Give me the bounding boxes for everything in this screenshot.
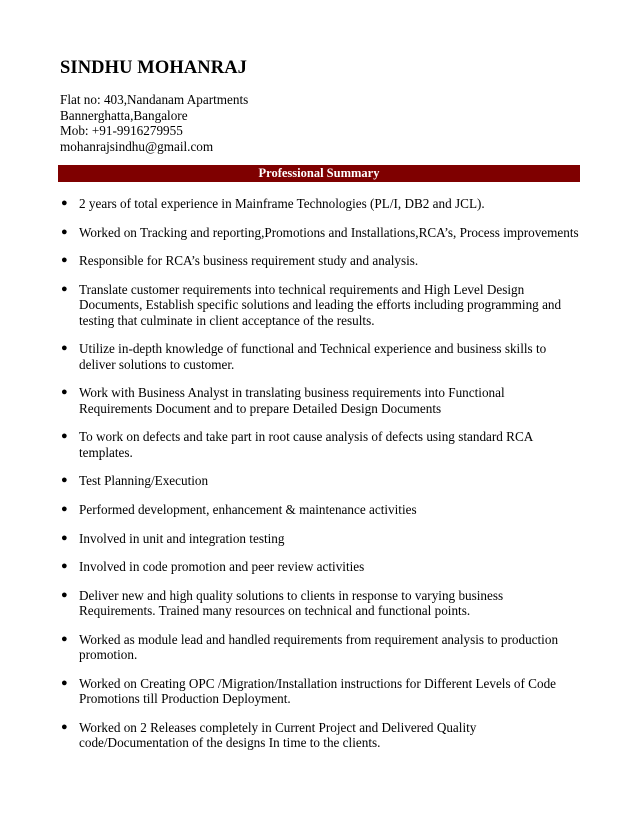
- summary-item: [60, 225, 580, 240]
- bullet-icon: ●: [61, 430, 68, 443]
- email-line: mohanrajsindhu@gmail.com: [60, 138, 214, 154]
- bullet-icon: ●: [61, 721, 68, 733]
- section-header-professional-summary: Professional Summary: [58, 165, 580, 182]
- phone-line: Mob: +91-9916279955: [60, 123, 183, 139]
- summary-item: [60, 253, 580, 268]
- address-line: Bannerghatta,Bangalore: [60, 107, 188, 123]
- bullet-icon: ●: [61, 560, 68, 573]
- summary-item: [60, 531, 580, 546]
- summary-item: [60, 385, 580, 416]
- summary-item: [60, 588, 580, 619]
- summary-item-text: Worked on Tracking and reporting,Promotions and Installations,RCA’s, Process improvements: [79, 224, 579, 240]
- summary-item: [60, 196, 580, 211]
- summary-item-text: Involved in code promotion and peer review activities: [79, 559, 365, 575]
- summary-item-text: 2 years of total experience in Mainframe Technologies (PL/I, DB2 and JCL).: [79, 196, 485, 211]
- summary-item: [60, 632, 580, 663]
- summary-item: [60, 429, 580, 460]
- bullet-icon: ●: [61, 677, 68, 690]
- summary-item-text: Work with Business Analyst in translating business requirements into Functional Requirements Document and to prepare Detailed Design Documents: [79, 385, 505, 416]
- summary-item-text: Test Planning/Execution: [79, 473, 209, 489]
- contact-block: [60, 92, 248, 154]
- summary-item-text: Involved in unit and integration testing: [79, 530, 285, 546]
- summary-item-text: Deliver new and high quality solutions to clients in response to varying business Requirements. Trained many resources on technical and functional points.: [79, 588, 504, 619]
- summary-item-text: Utilize in-depth knowledge of functional and Technical experience and business skills to deliver solutions to customer.: [79, 341, 547, 372]
- summary-item: [60, 720, 580, 751]
- address-line: Flat no: 403,Nandanam Apartments: [60, 92, 249, 107]
- summary-item-text: Responsible for RCA’s business requirement study and analysis.: [79, 253, 419, 269]
- summary-item-text: To work on defects and take part in root cause analysis of defects using standard RCA templates.: [79, 429, 533, 460]
- bullet-icon: ●: [61, 386, 68, 399]
- summary-item-text: Worked on 2 Releases completely in Current Project and Delivered Quality code/Documentation of the designs In time to the clients.: [79, 720, 477, 751]
- bullet-icon: ●: [61, 197, 68, 209]
- summary-item: [60, 282, 580, 328]
- bullet-icon: ●: [61, 502, 68, 515]
- bullet-icon: ●: [61, 531, 68, 544]
- summary-item-text: Performed development, enhancement & maintenance activities: [79, 501, 417, 517]
- summary-item-text: Worked on Creating OPC /Migration/Installation instructions for Different Levels of Code Promotions till Production Deployment.: [79, 676, 557, 707]
- summary-item: [60, 559, 580, 574]
- bullet-icon: ●: [61, 342, 68, 355]
- summary-item: [60, 473, 580, 488]
- bullet-icon: ●: [61, 254, 68, 267]
- summary-item-text: Worked as module lead and handled requirements from requirement analysis to production promotion.: [79, 632, 559, 663]
- bullet-icon: ●: [61, 589, 68, 602]
- bullet-icon: ●: [61, 633, 68, 646]
- bullet-icon: ●: [61, 225, 68, 238]
- bullet-icon: ●: [61, 283, 68, 296]
- summary-list: [60, 196, 580, 764]
- summary-item: [60, 502, 580, 517]
- summary-item: [60, 341, 580, 372]
- bullet-icon: ●: [61, 474, 68, 487]
- candidate-name: SINDHU MOHANRAJ: [60, 58, 248, 78]
- summary-item: [60, 676, 580, 707]
- summary-item-text: Translate customer requirements into technical requirements and High Level Design Documents, Establish specific solutions and leading the efforts including programming and testing that culminate in client acceptance of the results.: [79, 282, 562, 328]
